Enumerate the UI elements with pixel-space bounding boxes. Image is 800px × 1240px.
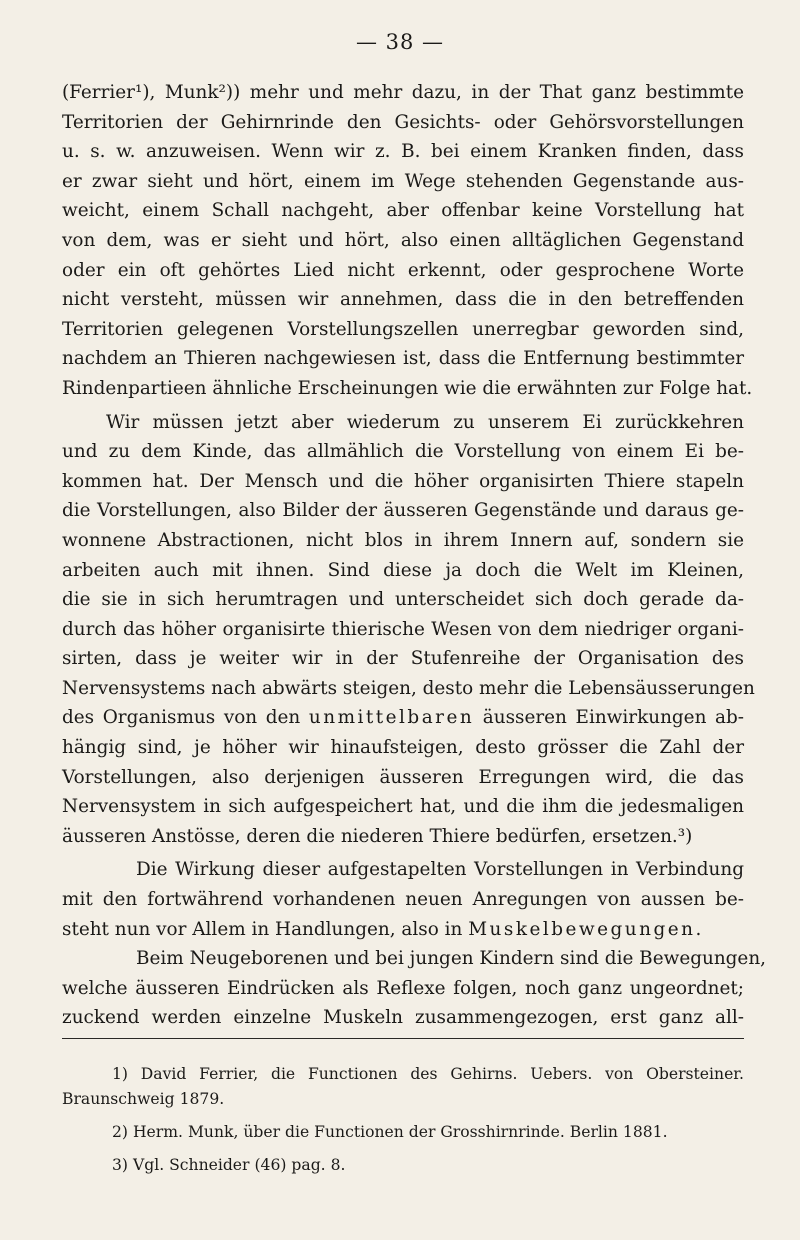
text-line: (Ferrier¹), Munk²)) mehr und mehr dazu, in der That ganz bestimmte (62, 82, 744, 103)
footnote-1: 1) David Ferrier, die Functionen des Gehirns. Uebers. von Obersteiner. (112, 1065, 744, 1083)
text-line: von dem, was er sieht und hört, also einen alltäglichen Gegenstand (62, 229, 744, 251)
text-line: welche äusseren Eindrücken als Reflexe folgen, noch ganz ungeordnet; (62, 977, 744, 999)
text-line: Vorstellungen, also derjenigen äusseren Erregungen wird, die das (62, 766, 744, 788)
text-line: weicht, einem Schall nachgeht, aber offenbar keine Vorstellung hat (62, 200, 744, 222)
footnote-2: 2) Herm. Munk, über die Functionen der Grosshirnrinde. Berlin 1881. (112, 1123, 668, 1141)
text-line: des Organismus von den unmittelbaren äusseren Einwirkungen ab- (62, 707, 744, 729)
footnote-3: 3) Vgl. Schneider (46) pag. 8. (112, 1156, 346, 1174)
text-line: Nervensystem in sich aufgespeichert hat, und die ihm die jedesmaligen (62, 796, 744, 818)
paragraph-start-line: Beim Neugeborenen und bei jungen Kindern sind die Bewegungen, (136, 948, 767, 970)
text-line: Territorien gelegenen Vorstellungszellen unerregbar geworden sind, (62, 318, 744, 340)
footnote-1-continued: Braunschweig 1879. (62, 1090, 225, 1108)
text-line: Territorien der Gehirnrinde den Gesichts- oder Gehörsvorstellungen (62, 111, 744, 133)
text-line: kommen hat. Der Mensch und die höher organisirten Thiere stapeln (62, 470, 744, 492)
text-line: durch das höher organisirte thierische Wesen von dem niedriger organi- (62, 618, 744, 640)
text-line: und zu dem Kinde, das allmählich die Vorstellung von einem Ei be- (62, 441, 744, 463)
text-line: Nervensystems nach abwärts steigen, desto mehr die Lebensäusserungen (62, 677, 755, 699)
text-line: die Vorstellungen, also Bilder der äusseren Gegenstände und daraus ge- (62, 500, 744, 522)
text-line: nicht versteht, müssen wir annehmen, dass die in den betreffenden (62, 289, 744, 311)
spaced-emphasis: Muskelbewegungen (468, 918, 696, 940)
spaced-emphasis: unmittelbaren (308, 707, 475, 729)
body-text (62, 78, 767, 1033)
paragraph-start-line: Wir müssen jetzt aber wiederum zu unserem Ei zurückkehren (106, 411, 744, 433)
text-line: hängig sind, je höher wir hinaufsteigen, desto grösser die Zahl der (62, 737, 744, 759)
text-line: äusseren Anstösse, deren die niederen Thiere bedürfen, ersetzen.³) (62, 825, 693, 847)
text-line: wonnene Abstractionen, nicht blos in ihrem Innern auf, sondern sie (62, 529, 744, 551)
text-line: nachdem an Thieren nachgewiesen ist, dass die Entfernung bestimmter (62, 348, 744, 370)
text-line: u. s. w. anzuweisen. Wenn wir z. B. bei einem Kranken finden, dass (62, 141, 744, 163)
text-line: steht nun vor Allem in Handlungen, also in Muskelbewegungen. (62, 918, 702, 940)
page-number: — 38 — (355, 30, 445, 54)
text-line: Rindenpartieen ähnliche Erscheinungen wie die erwähnten zur Folge hat. (62, 377, 753, 399)
text-line: oder ein oft gehörtes Lied nicht erkennt, oder gesprochene Worte (62, 259, 744, 281)
text-line: arbeiten auch mit ihnen. Sind diese ja doch die Welt im Kleinen, (62, 559, 744, 581)
footnote-divider (62, 1038, 744, 1039)
footnotes (62, 1062, 744, 1178)
text-line: zuckend werden einzelne Muskeln zusammengezogen, erst ganz all- (62, 1007, 744, 1029)
text-line: mit den fortwährend vorhandenen neuen Anregungen von aussen be- (62, 889, 744, 911)
text-line: die sie in sich herumtragen und unterscheidet sich doch gerade da- (62, 589, 744, 611)
paragraph-start-line: Die Wirkung dieser aufgestapelten Vorstellungen in Verbindung (136, 859, 744, 881)
text-line: er zwar sieht und hört, einem im Wege stehenden Gegenstande aus- (62, 170, 744, 192)
text-line: sirten, dass je weiter wir in der Stufenreihe der Organisation des (62, 648, 744, 670)
